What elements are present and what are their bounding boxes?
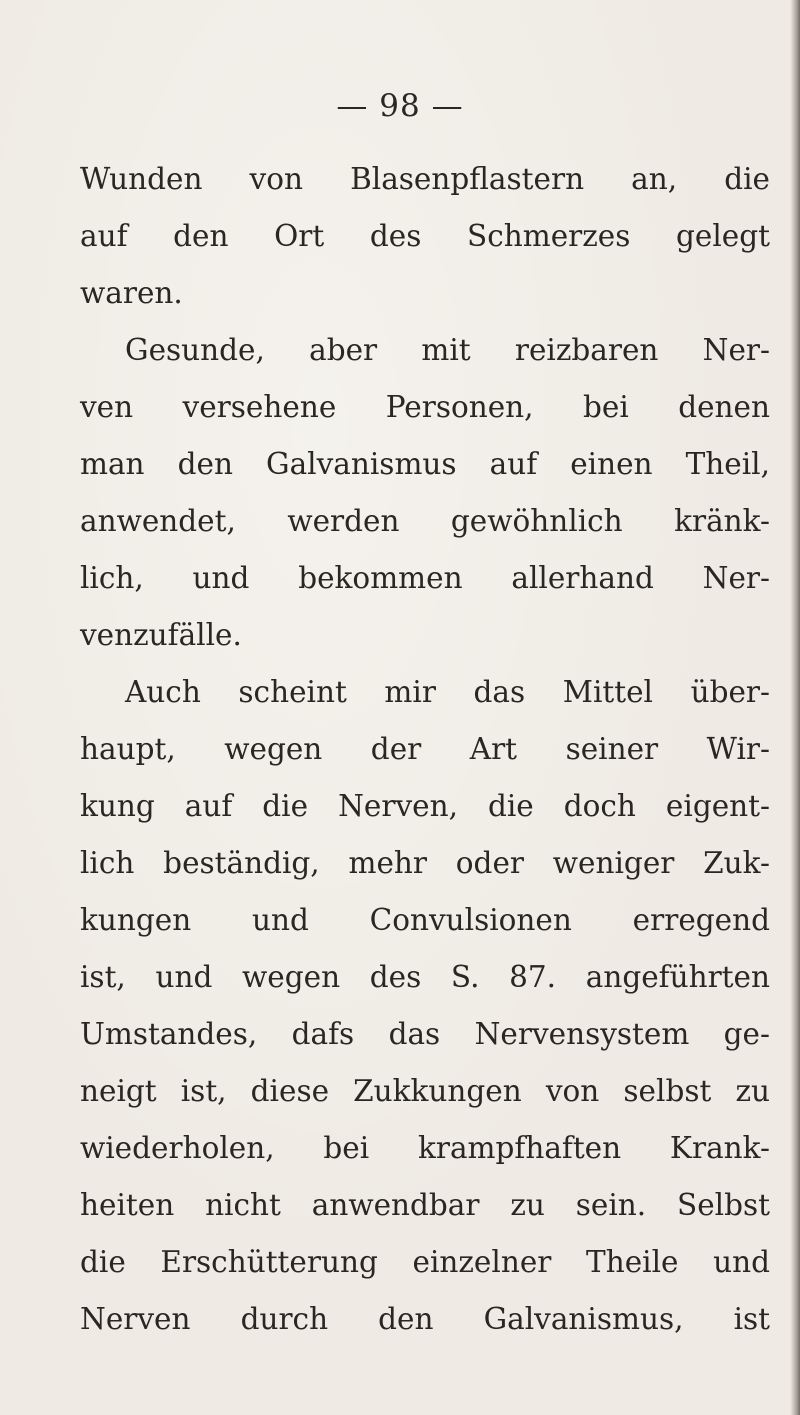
text-line: venzufälle. — [80, 618, 242, 652]
text-line: anwendet, werden gewöhnlich kränk- — [80, 504, 770, 538]
text-line: Wunden von Blasenpflastern an, die — [80, 162, 770, 196]
page-number: — 98 — — [336, 88, 464, 124]
text-line: Auch scheint mir das Mittel über- — [125, 675, 770, 709]
text-line: man den Galvanismus auf einen Theil, — [80, 447, 770, 481]
text-line: kung auf die Nerven, die doch eigent- — [80, 789, 770, 823]
text-line: lich, und bekommen allerhand Ner- — [80, 561, 770, 595]
page-edge-shadow — [790, 0, 800, 1415]
text-line: Umstandes, dafs das Nervensystem ge- — [80, 1017, 770, 1051]
body-text — [80, 151, 770, 1348]
text-line: kungen und Convulsionen erregend — [80, 903, 770, 937]
text-line: heiten nicht anwendbar zu sein. Selbst — [80, 1188, 770, 1222]
text-line: ist, und wegen des S. 87. angeführten — [80, 960, 770, 994]
text-line: lich beständig, mehr oder weniger Zuk- — [80, 846, 770, 880]
text-line: Nerven durch den Galvanismus, ist — [80, 1302, 770, 1336]
text-line: waren. — [80, 276, 183, 310]
text-line: die Erschütterung einzelner Theile und — [80, 1245, 770, 1279]
text-line: neigt ist, diese Zukkungen von selbst zu — [80, 1074, 770, 1108]
text-line: Gesunde, aber mit reizbaren Ner- — [125, 333, 770, 367]
text-line: haupt, wegen der Art seiner Wir- — [80, 732, 770, 766]
text-line: ven versehene Personen, bei denen — [80, 390, 770, 424]
text-line: wiederholen, bei krampfhaften Krank- — [80, 1131, 770, 1165]
text-line: auf den Ort des Schmerzes gelegt — [80, 219, 770, 253]
